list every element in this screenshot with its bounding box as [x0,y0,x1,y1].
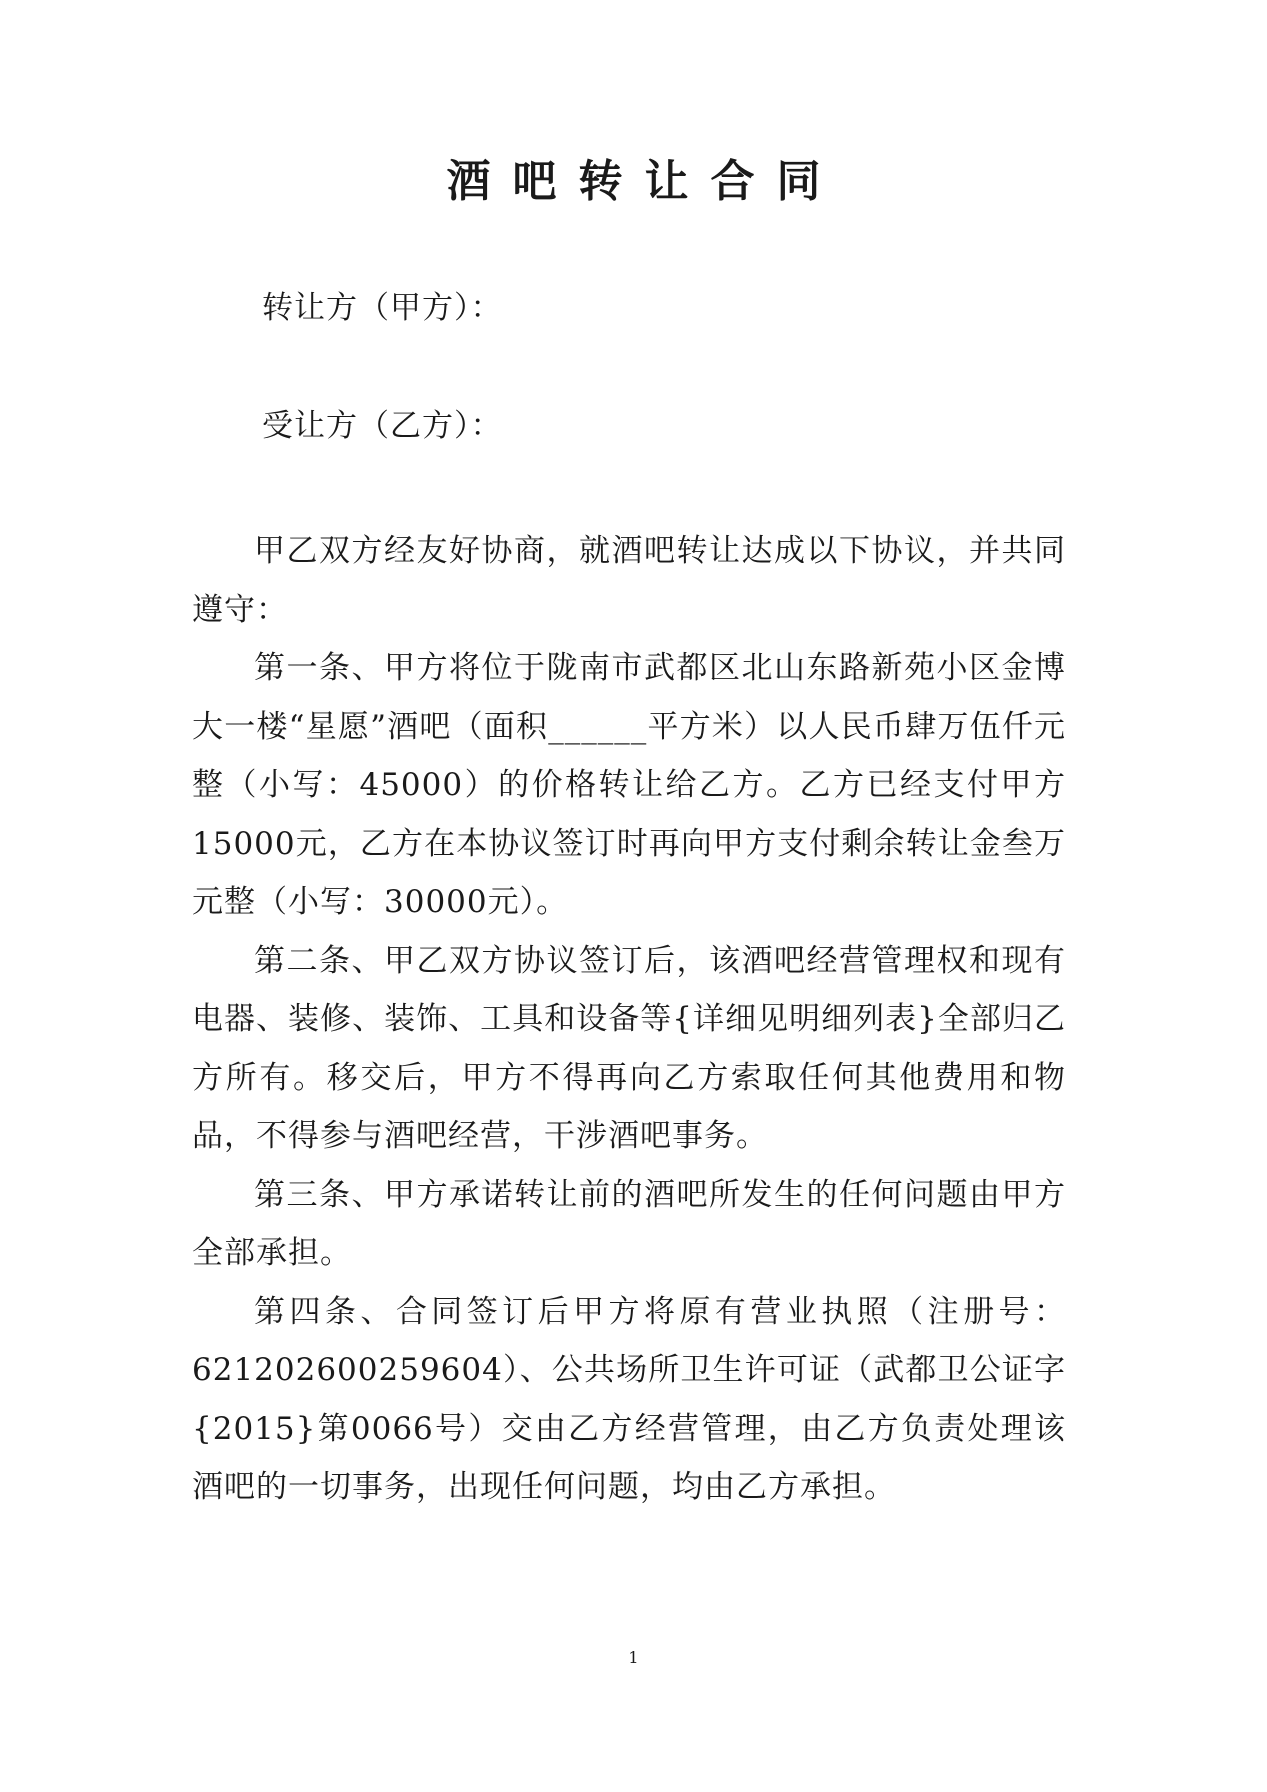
party-b-label: 受让方（乙方）： [262,408,503,444]
page-number: 1 [628,1648,639,1667]
intro-paragraph: 甲乙双方经友好协商，就酒吧转让达成以下协议，并共同遵守： [192,533,1066,628]
article-3-paragraph: 第三条、甲方承诺转让前的酒吧所发生的任何问题由甲方全部承担。 [192,1176,1066,1271]
document-title: 酒吧转让合同 [446,156,843,207]
party-a-label: 转让方（甲方）： [262,290,503,326]
article-4-paragraph: 第四条、合同签订后甲方将原有营业执照（注册号：621202600259604）、公共场所卫生许可证（武都卫公证字{2015}第0066号）交由乙方经营管理，由乙方负责处理该酒吧的一切事务，出现任何问题，均由乙方承担。 [192,1293,1066,1505]
contract-body [192,522,1066,1517]
article-1-paragraph: 第一条、甲方将位于陇南市武都区北山东路新苑小区金博大一楼“星愿”酒吧（面积______平方米）以人民币肆万伍仟元整（小写：45000）的价格转让给乙方。乙方已经支付甲方15000元，乙方在本协议签订时再向甲方支付剩余转让金叁万元整（小写：30000元）。 [192,650,1066,920]
article-2-paragraph: 第二条、甲乙双方协议签订后，该酒吧经营管理权和现有电器、装修、装饰、工具和设备等{详细见明细列表}全部归乙方所有。移交后，甲方不得再向乙方索取任何其他费用和物品，不得参与酒吧经营，干涉酒吧事务。 [192,942,1066,1154]
